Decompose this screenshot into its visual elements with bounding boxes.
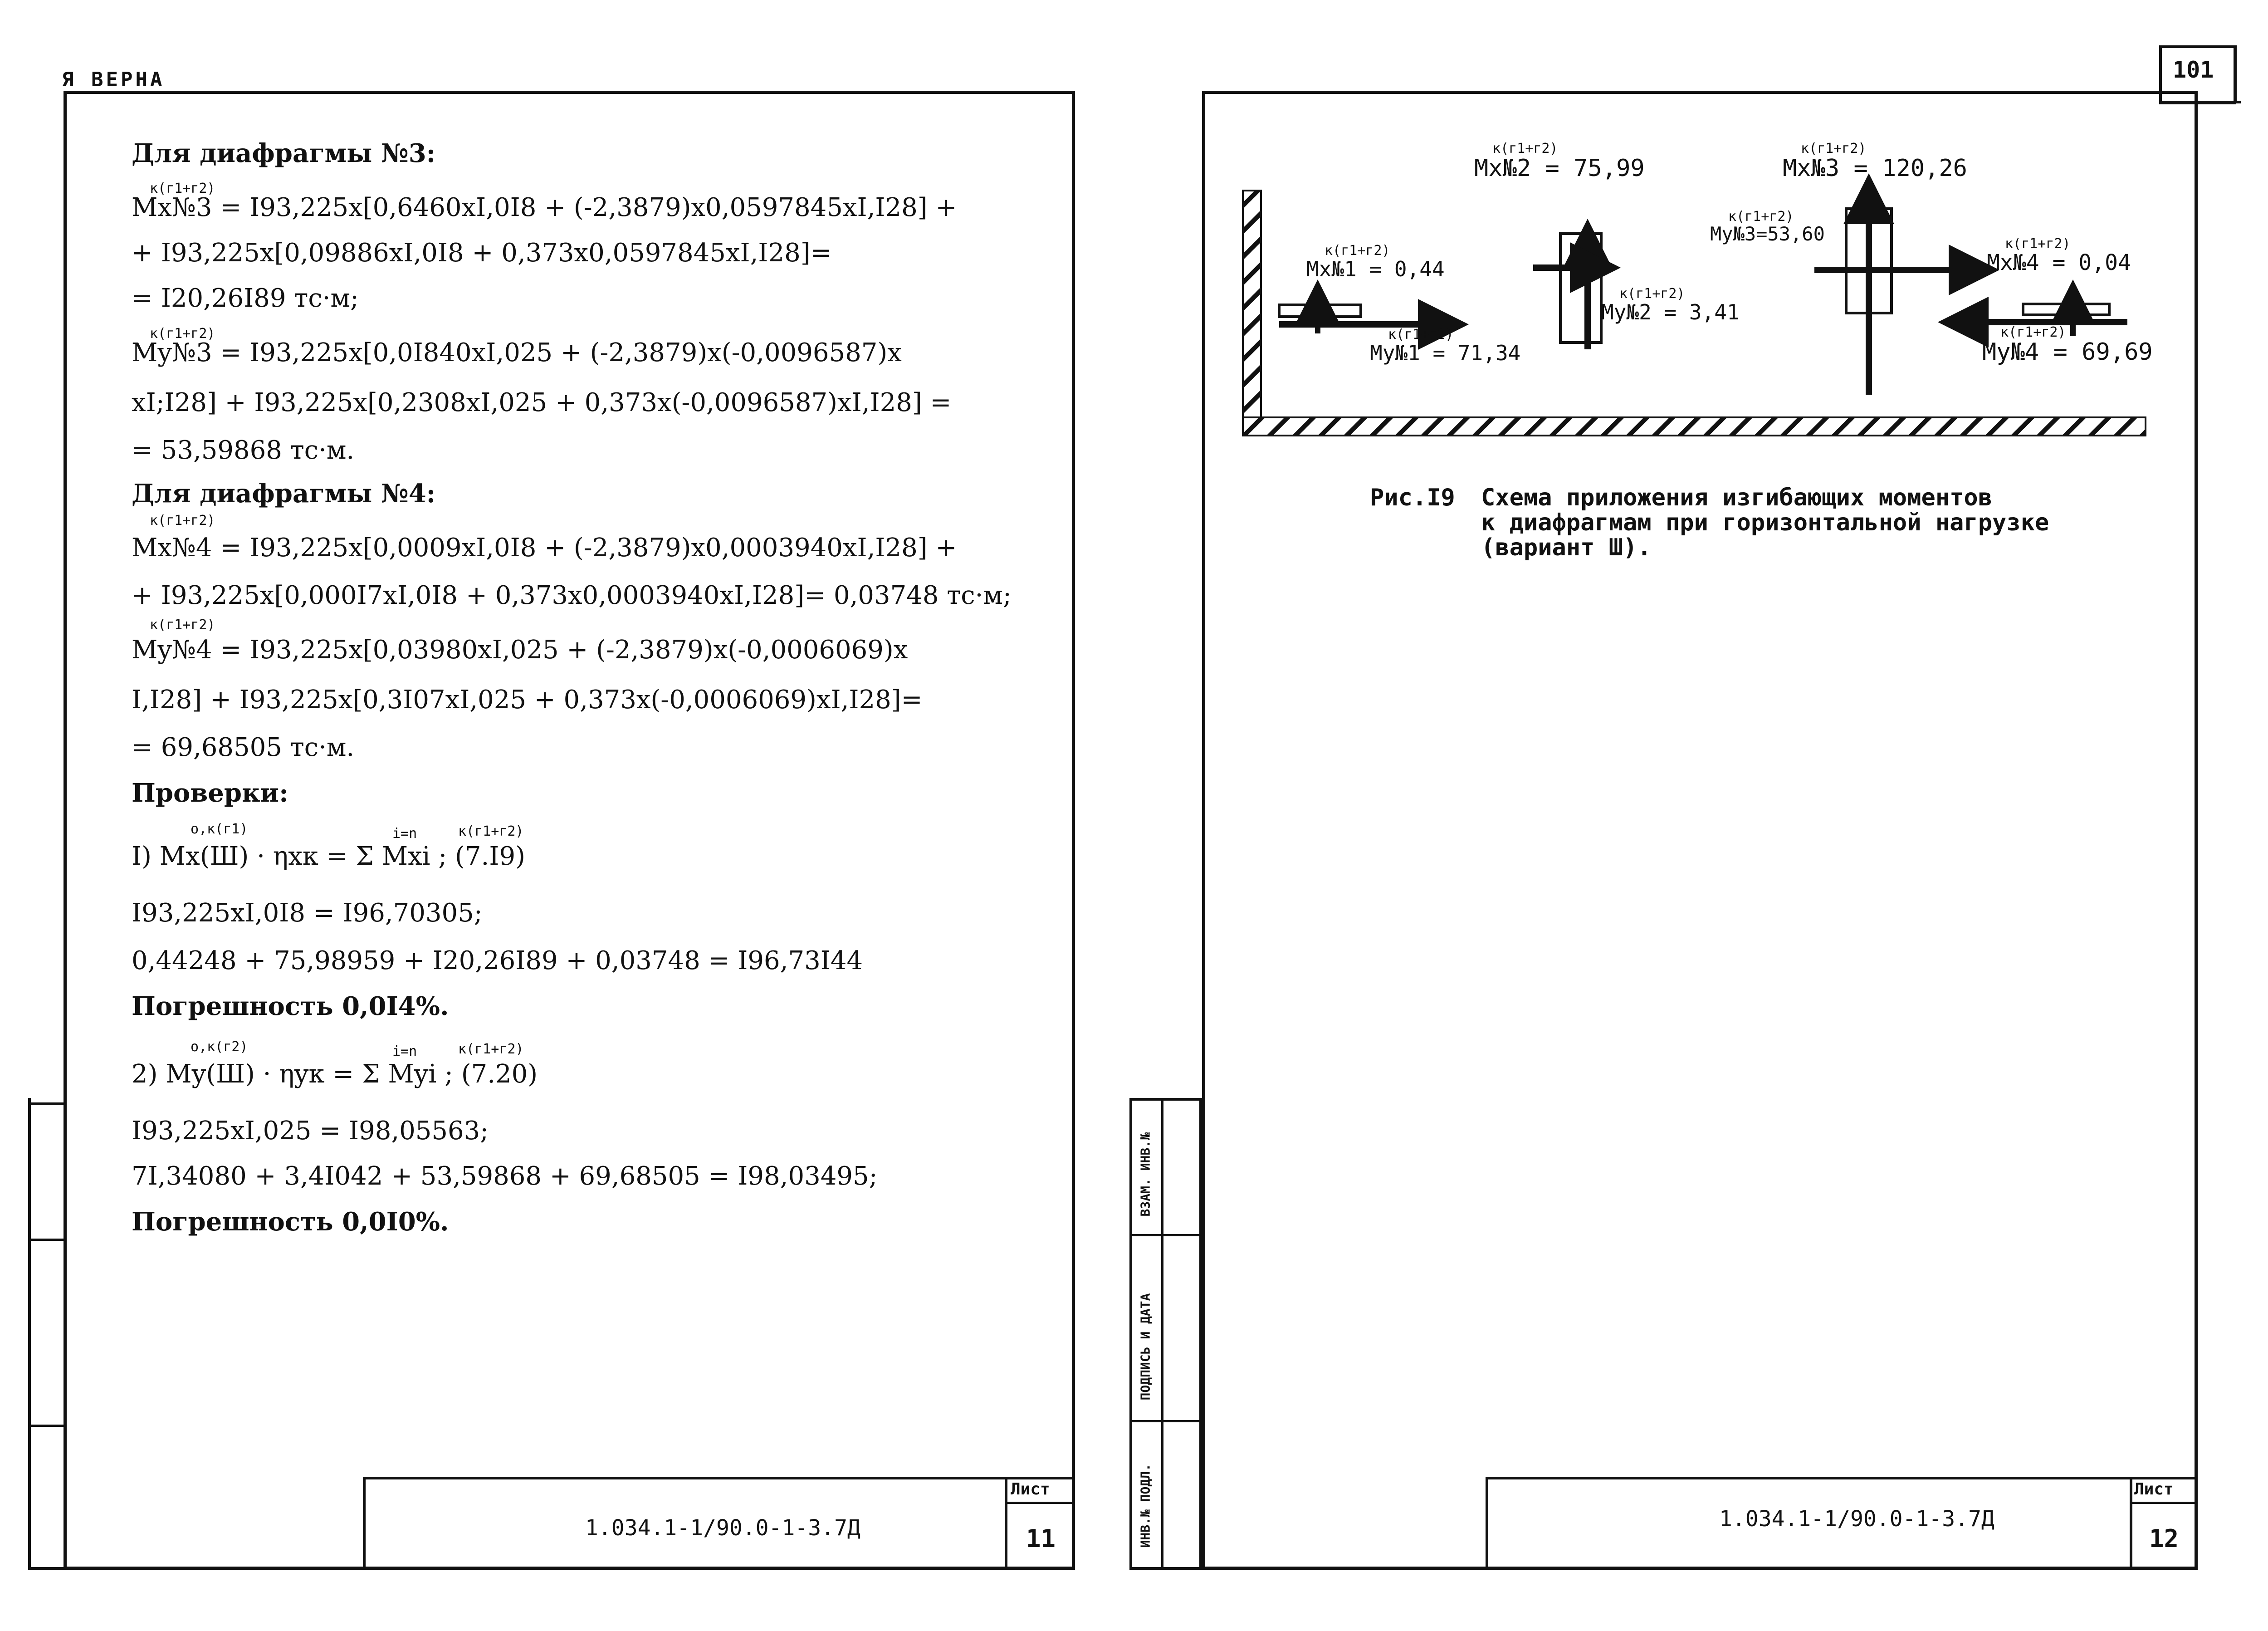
label-mx3-sup: к(г1+г2) bbox=[1801, 141, 1867, 157]
sup-k-4: к(г1+г2) bbox=[150, 617, 215, 633]
label-mx2 bbox=[1474, 141, 1645, 182]
check-2-error: Погрешность 0,0I0%. bbox=[132, 1207, 449, 1237]
sup-in-2: i=n bbox=[392, 1043, 417, 1059]
eq-mx3-line-2: + I93,225x[0,09886xI,0I8 + 0,373x0,0597845xI,I28]= bbox=[132, 238, 832, 268]
left-binding-tick-3 bbox=[28, 1425, 64, 1427]
side-stamp-cell-3: ИНВ.№ ПОДЛ. bbox=[1138, 1464, 1153, 1548]
heading-diaphragm-4: Для диафрагмы №4: bbox=[132, 479, 436, 509]
left-sheet-label: Лист bbox=[1011, 1480, 1050, 1499]
eq-mx3-result: = I20,26I89 тс·м; bbox=[132, 284, 359, 313]
caption-line-1: Схема приложения изгибающих моментов bbox=[1481, 484, 1993, 511]
diaphragm-3 bbox=[1814, 186, 1987, 395]
label-my4-sup: к(г1+г2) bbox=[2000, 324, 2066, 340]
label-my4 bbox=[1982, 324, 2153, 366]
check-1-formula: I) Mx(Ш) · ηxк = Σ Mxi ; (7.I9) bbox=[132, 842, 525, 871]
label-mx4-value: Mx№4 = 0,04 bbox=[1987, 250, 2131, 275]
right-title-block-divider bbox=[2130, 1477, 2132, 1570]
check-2-sum: 7I,34080 + 3,4I042 + 53,59868 + 69,68505 = I98,03495; bbox=[132, 1161, 878, 1191]
caption-line-3: (вариант Ш). bbox=[1481, 534, 1652, 561]
right-sheet-top-ext bbox=[2159, 101, 2241, 103]
eq-mx3-line-1: Mx№3 = I93,225x[0,6460xI,0I8 + (-2,3879)x0,0597845xI,I28] + bbox=[132, 193, 957, 222]
right-doc-code: 1.034.1-1/90.0-1-3.7Д bbox=[1719, 1506, 1994, 1532]
right-sheet-right-ext bbox=[2234, 45, 2237, 103]
page-number: 101 bbox=[2173, 57, 2214, 83]
label-my3 bbox=[1710, 209, 1825, 245]
label-my2 bbox=[1601, 286, 1740, 324]
left-title-block-hline bbox=[1005, 1502, 1075, 1504]
label-my3-sup: к(г1+г2) bbox=[1728, 209, 1794, 225]
caption-line-2: к диафрагмам при горизонтальной нагрузке bbox=[1481, 509, 2049, 536]
sup-in-1: i=n bbox=[392, 826, 417, 842]
sup-k-6: к(г1+г2) bbox=[458, 1041, 524, 1057]
label-mx2-value: Mx№2 = 75,99 bbox=[1474, 155, 1645, 182]
eq-my4-line-1: My№4 = I93,225x[0,03980xI,025 + (-2,3879)x(-0,0006069)x bbox=[132, 635, 908, 665]
floor bbox=[1243, 417, 2146, 436]
label-mx3-value: Mx№3 = 120,26 bbox=[1783, 155, 1967, 182]
sup-k-3: к(г1+г2) bbox=[150, 513, 215, 529]
left-title-block-divider bbox=[1005, 1477, 1007, 1570]
label-my1 bbox=[1370, 327, 1520, 365]
side-stamp-h2 bbox=[1129, 1420, 1202, 1422]
sup-k-1: к(г1+г2) bbox=[150, 181, 215, 196]
check-1-left: I93,225xI,0I8 = I96,70305; bbox=[132, 898, 483, 928]
label-mx2-sup: к(г1+г2) bbox=[1492, 141, 1558, 157]
left-binding-edge bbox=[28, 1098, 31, 1570]
right-title-block-hline bbox=[2130, 1502, 2198, 1504]
label-my1-sup: к(г1+г2) bbox=[1388, 327, 1454, 343]
side-stamp-vline bbox=[1161, 1098, 1163, 1570]
eq-my3-line-1: My№3 = I93,225x[0,0I840xI,025 + (-2,3879)x(-0,0096587)x bbox=[132, 338, 902, 367]
sup-ok-g2: о,к(г2) bbox=[191, 1039, 248, 1055]
eq-my4-result: = 69,68505 тс·м. bbox=[132, 733, 355, 762]
side-stamp-h1 bbox=[1129, 1234, 1202, 1236]
eq-mx4-line-1: Mx№4 = I93,225x[0,0009xI,0I8 + (-2,3879)x0,0003940xI,I28] + bbox=[132, 533, 957, 563]
right-sheet-label: Лист bbox=[2134, 1480, 2174, 1499]
eq-my3-line-2: xI;I28] + I93,225x[0,2308xI,025 + 0,373x(-0,0096587)xI,I28] = bbox=[132, 388, 952, 417]
label-mx1-value: Mx№1 = 0,44 bbox=[1306, 257, 1445, 281]
left-binding-tick-1 bbox=[28, 1102, 64, 1105]
left-binding-tick-2 bbox=[28, 1239, 64, 1241]
check-1-sum: 0,44248 + 75,98959 + I20,26I89 + 0,03748 = I96,73I44 bbox=[132, 946, 863, 975]
label-my1-value: My№1 = 71,34 bbox=[1370, 341, 1521, 365]
label-mx4 bbox=[1987, 236, 2131, 275]
label-mx4-sup: к(г1+г2) bbox=[2005, 236, 2071, 252]
side-stamp-cell-2: ПОДПИСЬ И ДАТА bbox=[1138, 1293, 1153, 1401]
left-doc-code: 1.034.1-1/90.0-1-3.7Д bbox=[585, 1515, 860, 1541]
diaphragm-2 bbox=[1533, 231, 1608, 349]
check-2-left: I93,225xI,025 = I98,05563; bbox=[132, 1116, 489, 1146]
right-sheet-number: 12 bbox=[2149, 1524, 2179, 1553]
check-1-error: Погрешность 0,0I4%. bbox=[132, 991, 449, 1021]
left-sheet-number: 11 bbox=[1026, 1524, 1056, 1553]
label-mx3 bbox=[1783, 141, 1967, 182]
left-wall bbox=[1243, 191, 1261, 436]
left-binding-bottom bbox=[28, 1567, 69, 1570]
label-my2-sup: к(г1+г2) bbox=[1619, 286, 1685, 302]
heading-checks: Проверки: bbox=[132, 778, 288, 808]
eq-mx4-line-2: + I93,225x[0,000I7xI,0I8 + 0,373x0,0003940xI,I28]= 0,03748 тс·м; bbox=[132, 581, 1012, 610]
label-my2-value: My№2 = 3,41 bbox=[1601, 300, 1740, 324]
eq-my4-line-2: I,I28] + I93,225x[0,3I07xI,025 + 0,373x(-0,0006069)xI,I28]= bbox=[132, 685, 923, 715]
label-my4-value: My№4 = 69,69 bbox=[1982, 338, 2153, 366]
heading-diaphragm-3: Для диафрагмы №3: bbox=[132, 138, 436, 168]
sup-k-2: к(г1+г2) bbox=[150, 326, 215, 342]
sup-k-5: к(г1+г2) bbox=[458, 823, 524, 839]
label-my3-value: My№3=53,60 bbox=[1710, 223, 1825, 245]
sup-ok-g1: о,к(г1) bbox=[191, 821, 248, 837]
figure-label: Рис.I9 bbox=[1370, 484, 1455, 511]
verified-stamp: Я ВЕРНА bbox=[62, 68, 165, 91]
side-stamp-cell-1: ВЗАМ. ИНВ.№ bbox=[1138, 1132, 1153, 1217]
label-mx1 bbox=[1306, 243, 1445, 281]
eq-my3-result: = 53,59868 тс·м. bbox=[132, 436, 355, 465]
check-2-formula: 2) My(Ш) · ηyк = Σ Myi ; (7.20) bbox=[132, 1059, 538, 1089]
label-mx1-sup: к(г1+г2) bbox=[1325, 243, 1390, 259]
